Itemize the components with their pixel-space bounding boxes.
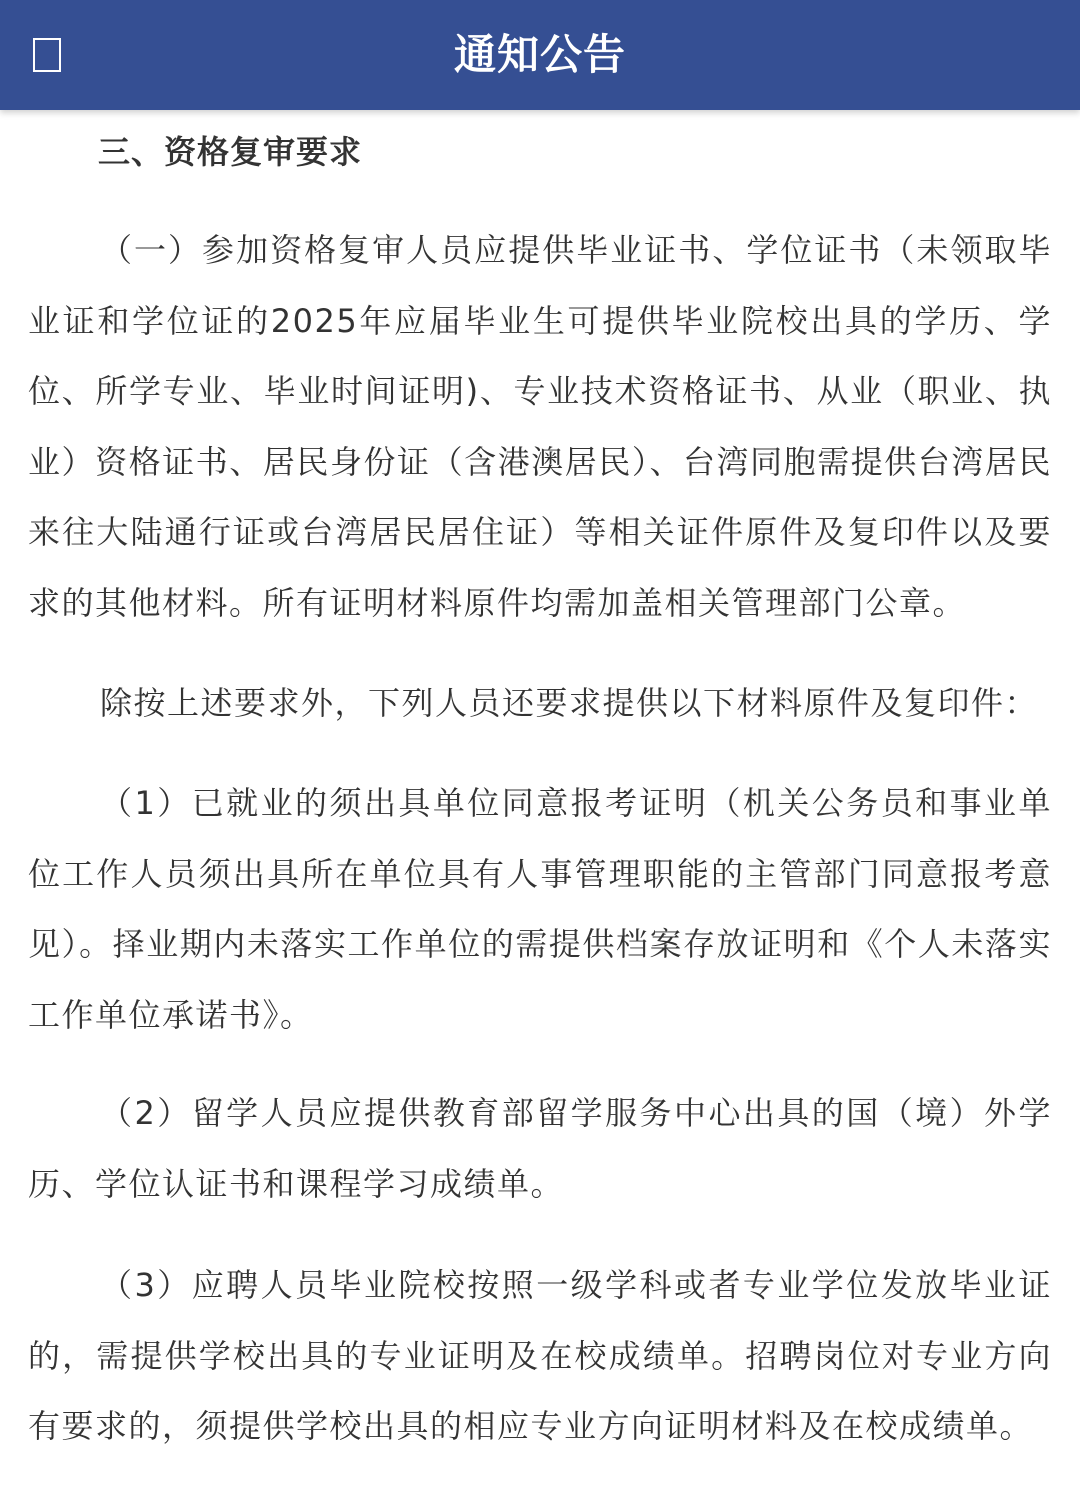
- notice-content: [0, 110, 1080, 1498]
- paragraph-3: （1）已就业的须出具单位同意报考证明（机关公务员和事业单位工作人员须出具所在单位具有人事管理职能的主管部门同意报考意见）。择业期内未落实工作单位的需提供档案存放证明和《个人未落实工作单位承诺书》。: [28, 784, 1052, 1034]
- section-heading: 三、资格复审要求: [98, 133, 363, 171]
- paragraph-4: （2）留学人员应提供教育部留学服务中心出具的国（境）外学历、学位认证书和课程学习成绩单。: [28, 1094, 1052, 1203]
- paragraph-2: 除按上述要求外，下列人员还要求提供以下材料原件及复印件：: [100, 684, 1039, 722]
- page-title: 通知公告: [453, 30, 626, 79]
- paragraph-5: （3）应聘人员毕业院校按照一级学科或者专业学位发放毕业证的，需提供学校出具的专业证明及在校成绩单。招聘岗位对专业方向有要求的，须提供学校出具的相应专业方向证明材料及在校成绩单。: [28, 1266, 1052, 1445]
- paragraph-1: （一）参加资格复审人员应提供毕业证书、学位证书（未领取毕业证和学位证的2025年应届毕业生可提供毕业院校出具的学历、学位、所学专业、毕业时间证明)、专业技术资格证书、从业（职业、执业）资格证书、居民身份证（含港澳居民）、台湾同胞需提供台湾居民来往大陆通行证或台湾居民居住证）等相关证件原件及复印件以及要求的其他材料。所有证明材料原件均需加盖相关管理部门公章。: [28, 231, 1052, 622]
- app-header: [0, 0, 1080, 110]
